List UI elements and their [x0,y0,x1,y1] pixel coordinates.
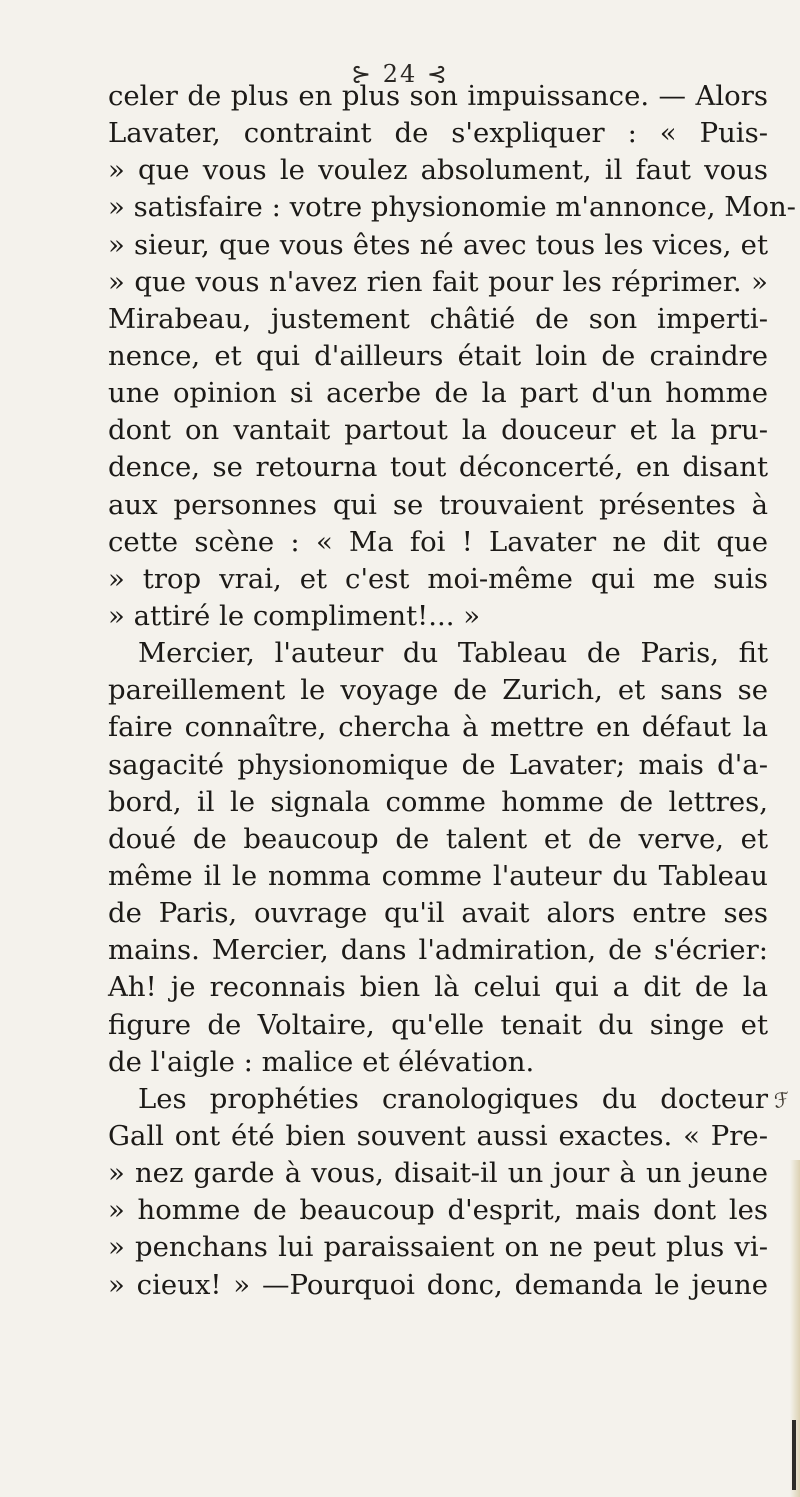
text-line: dence, se retourna tout déconcerté, en disant [108,451,768,484]
text-line: » satisfaire : votre physionomie m'annonce, Mon- [108,191,796,224]
text-line: Ah! je reconnais bien là celui qui a dit de la [108,971,768,1004]
text-line: celer de plus en plus son impuissance. — Alors [108,80,768,112]
text-line: » homme de beaucoup d'esprit, mais dont les [108,1194,768,1227]
text-line: nence, et qui d'ailleurs était loin de craindre [108,339,768,372]
text-line: Mirabeau, justement châtié de son imperti- [108,302,768,335]
text-line: faire connaître, chercha à mettre en défaut la [108,711,768,744]
text-line: bord, il le signala comme homme de lettres, [108,785,768,818]
text-line: » attiré le compliment!... » [108,599,481,632]
text-line: » sieur, que vous êtes né avec tous les vices, et [108,228,768,261]
text-line: Gall ont été bien souvent aussi exactes. « Pre- [108,1119,768,1152]
text-line: même il le nomma comme l'auteur du Tableau [108,859,768,892]
text-line: mains. Mercier, dans l'admiration, de s'écrier: [108,934,768,967]
text-line: aux personnes qui se trouvaient présentes à [108,488,768,521]
margin-mark: ℱ [772,1087,792,1113]
text-line: Mercier, l'auteur du Tableau de Paris, fit [138,637,768,670]
text-line: dont on vantait partout la douceur et la pru- [108,414,768,447]
text-line: sagacité physionomique de Lavater; mais d'a- [108,748,768,781]
text-line: » trop vrai, et c'est moi-même qui me suis [108,562,768,595]
text-line: de l'aigle : malice et élévation. [108,1045,535,1078]
page-edge [770,0,800,1497]
text-line: cette scène : « Ma foi ! Lavater ne dit que [108,525,768,558]
text-line: » que vous le voulez absolument, il faut vous [108,154,768,187]
text-line: » penchans lui paraissaient on ne peut plus vi- [108,1231,768,1264]
text-line: » que vous n'avez rien fait pour les réprimer. » [108,265,768,298]
text-line: » cieux! » —Pourquoi donc, demanda le jeune [108,1268,768,1301]
text-line: Les prophéties cranologiques du docteur [138,1082,768,1115]
page-number-header: ⊱ 24 ⊰ [350,60,449,88]
text-line: doué de beaucoup de talent et de verve, et [108,822,768,855]
text-line: pareillement le voyage de Zurich, et sans se [108,674,768,707]
text-line: de Paris, ouvrage qu'il avait alors entre ses [108,897,768,930]
text-line: une opinion si acerbe de la part d'un homme [108,377,768,410]
body-text [108,78,796,1304]
text-line: Lavater, contraint de s'expliquer : « Puis- [108,117,768,150]
text-line: » nez garde à vous, disait-il un jour à un jeune [108,1157,768,1190]
binding-edge [792,1420,796,1490]
text-line: figure de Voltaire, qu'elle tenait du singe et [108,1008,768,1041]
